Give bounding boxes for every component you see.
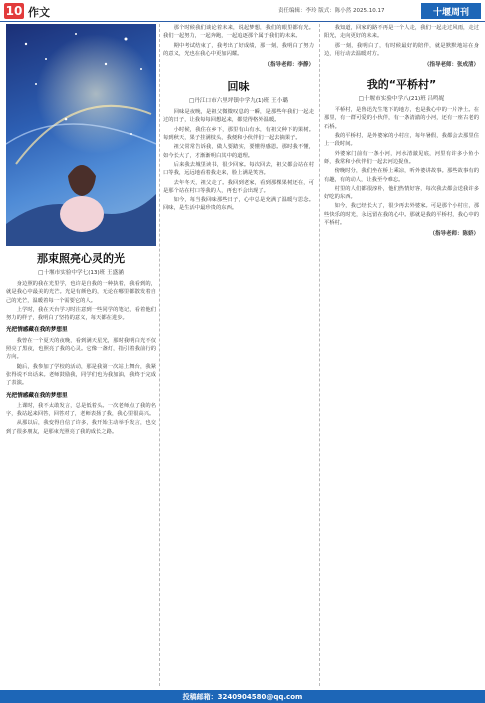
paragraph: 回味是夜晚，是祖父微微叹息的一瞬，是那些年我们一起走过的日子，让我每每回想起来，都觉得格外温暖。: [163, 109, 314, 124]
paragraph: 如今，每当我回味那些日子，心中总是充满了温暖与思念。回味，是生活中最珍贵的东西。: [163, 197, 314, 212]
paragraph: 那一刻，我明白了，有时候最好的陪伴，就是默默地站在身边，用行动去温暖对方。: [324, 42, 479, 57]
paragraph: 期中考试结束了，我考出了好成绩，那一刻，我明白了努力的意义，光也在我心中更加闪耀。: [163, 42, 314, 57]
editor-meta: 责任编辑：李玲 版式：陈小然 2025.10.17: [278, 8, 385, 14]
paragraph: 随后，我参加了学校的活动，那是我第一次站上舞台，我紧张得说不出话来。老师鼓励我，同学们也为我加油，我终于完成了表演。: [6, 363, 156, 387]
article-author: □丹江口市六里坪镇中学九(1)班 王小璐: [189, 98, 288, 105]
article-body: [6, 280, 156, 436]
paragraph: 小时候，我住在乡下，那里有山有水，有祖父种下的果树。每到秋天，果子挂满枝头，我便和小伙伴们一起去摘果子。: [163, 126, 314, 142]
starry-illustration: [6, 24, 156, 246]
article-author: □十堰市实验中学七(13)班 王盛涵: [38, 270, 124, 276]
paragraph: 我的平桥村，是外婆家的小村庄，每年暑假，我都会去那里住上一段时间。: [324, 133, 479, 148]
column-divider: [159, 24, 160, 686]
paragraph: 后来我去城里读书，很少回家。每次回去，祖父都会站在村口等我，远远地看着我走来，脸上满是笑容。: [163, 161, 314, 177]
paragraph: 如今，我已经长大了，很少再去外婆家。可是那个小村庄，那些快乐的时光，永远留在我的心中。那就是我的平桥村，我心中的平桥村。: [324, 203, 479, 227]
paragraph: 我知道，回家的路不再是一个人走，我们一起走过风雨，走过阳光，走向更好的未来。: [324, 25, 479, 40]
header-rule: [0, 21, 485, 22]
section-title: 作文: [28, 6, 50, 19]
page-footer: [0, 690, 485, 703]
paragraph: 傍晚时分，我们坐在桥上乘凉，听外婆讲故事。那些故事有的有趣，有的动人，让我至今难忘。: [324, 168, 479, 183]
page-number: 10: [5, 4, 23, 18]
paragraph: 上学时，我在天台学习时注意到一些同学的笔记，看着他们努力的样子，我明白了坚持的意义，每天都在进步。: [6, 306, 156, 322]
article-body: [163, 108, 314, 213]
paragraph: 去年冬天，祖父走了。我回到老家，看到那棵果树还在，可是那个站在村口等我的人，再也不会出现了。: [163, 179, 314, 194]
illustration-girl-stars: [6, 24, 156, 246]
article-column-1: [6, 24, 156, 437]
submission-email: 投稿邮箱：3240904580@qq.com: [182, 693, 303, 701]
teacher-signature: （指导老师：张成清）: [423, 62, 479, 69]
teacher-signature: （指导老师：陈娇）: [429, 231, 479, 238]
paragraph: 上课时，我不太敢发言，总是低着头。一次老师点了我的名字，我站起来回答，回答对了，老师表扬了我，我心里很高兴。: [6, 402, 156, 418]
article-continuation: [163, 24, 314, 58]
article-column-3: [324, 24, 479, 239]
article-subhead: 光把情感藏在我的梦想里: [6, 392, 68, 399]
paragraph: 身边照的我在光里学，也许是自我的一种执着，我看到的，就是我心中最美的光芒。光是有颜色的，无论在哪里都散发着自己的光芒，温暖着每一个需要它的人。: [6, 281, 156, 304]
page-header: [0, 0, 485, 22]
paragraph: 村里的人们都很淳朴，他们热情好客，每次我去都会送我许多好吃的东西。: [324, 185, 479, 201]
newspaper-brand: 十堰周刊: [421, 3, 481, 19]
article-subhead: 光把情感藏在我的梦想里: [6, 327, 68, 334]
paragraph: 平桥村，是鲁迅先生笔下的地方，也是我心中的一片净土。在那里，有一群可爱的小伙伴，有一条清澈的小河，还有一座古老的石桥。: [324, 107, 479, 130]
paragraph: 外婆家门前有一条小河，河水清澈见底，河里有许多小鱼小虾，我常和小伙伴们一起去河边捉鱼。: [324, 150, 479, 165]
teacher-signature: （指导老师：李静）: [264, 62, 314, 69]
article-column-2: [163, 24, 314, 214]
paragraph: 那个时候我们谈论着未来，说起梦想，我们的眼里都有光。我们一起努力，一起奔跑，一起追逐那个属于我们的未来。: [163, 25, 314, 40]
column-divider: [319, 24, 320, 686]
paragraph: 从那以后，我变得自信了许多，我开始主动举手发言，也交到了很多朋友，是那束光照亮了我的成长之路。: [6, 420, 156, 435]
article-continuation: [324, 24, 479, 58]
article-body: [324, 106, 479, 227]
article-title: 那束照亮心灵的光: [37, 252, 125, 265]
paragraph: 祖父常常告诉我，做人要踏实，要懂得感恩。那时我不懂，如今长大了，才渐渐明白其中的道理。: [163, 144, 314, 159]
paragraph: 我曾在一个夏天的夜晚，看到满天星光，那时我明白光不仅照亮了黑夜，也照亮了我的心灵。它像一盏灯，指引着我前行的方向。: [6, 337, 156, 361]
article-author: □十堰市实验中学八(21)班 吕鸣妮: [358, 96, 445, 103]
article-title: 回味: [227, 80, 250, 94]
article-title: 我的“平桥村”: [366, 78, 437, 92]
